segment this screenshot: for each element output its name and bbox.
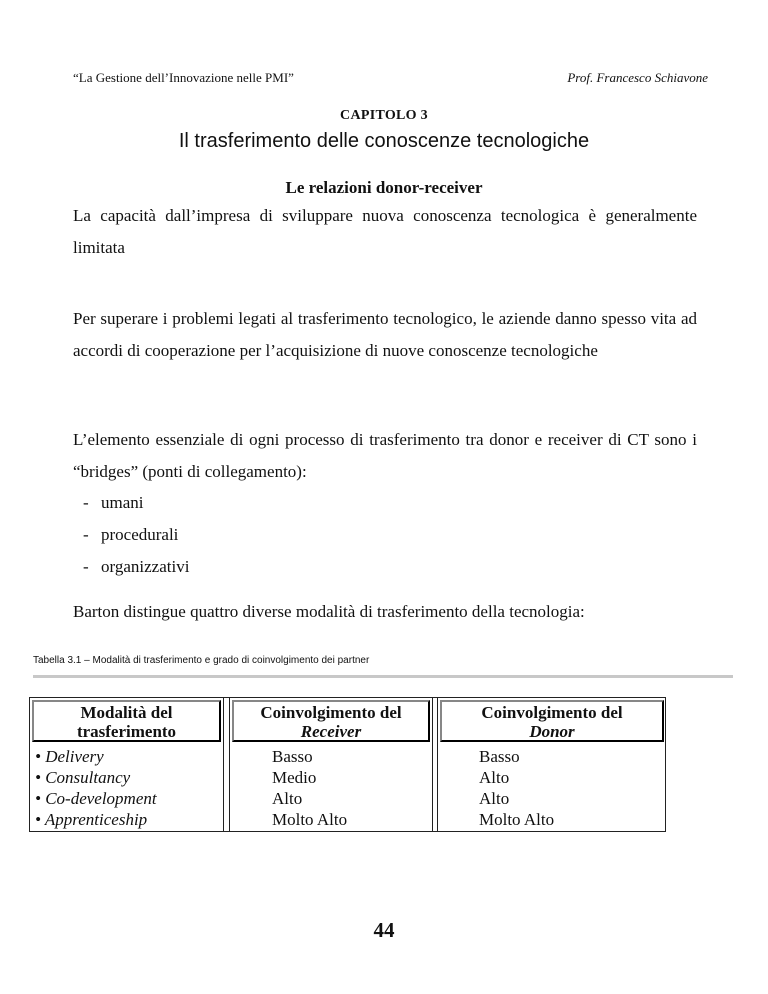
running-header-author: Prof. Francesco Schiavone (567, 70, 708, 85)
chapter-title: Il trasferimento delle conoscenze tecnologiche (178, 130, 590, 152)
bridges-list (73, 487, 673, 583)
paragraph-4: Barton distingue quattro diverse modalità di trasferimento della tecnologia: (73, 602, 585, 621)
table-header-donor (440, 700, 664, 742)
paragraph-2: Per superare i problemi legati al trasferimento tecnologico, le aziende danno spesso vita ad accordi di cooperazione per l’acquisizione di nuove conoscenze tecnologiche (73, 309, 697, 360)
table-cell-receiver: Medio (272, 768, 317, 787)
table-cell-donor: Alto (479, 768, 510, 787)
dash-marker: - (83, 525, 89, 544)
list-item (73, 551, 673, 583)
dash-marker: - (83, 493, 89, 512)
header-line: Donor (529, 722, 575, 741)
section-title: Le relazioni donor-receiver (285, 178, 483, 197)
table-cell-donor: Alto (479, 789, 510, 808)
table-cell-mode: • Delivery (35, 747, 104, 766)
table-header-receiver (232, 700, 430, 742)
table-column-donor (437, 698, 666, 831)
table-cell-receiver: Alto (272, 789, 303, 808)
table-header-mode (32, 700, 221, 742)
table-cell-donor: Molto Alto (479, 810, 555, 829)
list-item-label: procedurali (101, 525, 179, 544)
list-item-label: organizzativi (101, 557, 190, 576)
table-cell-receiver: Basso (272, 747, 313, 766)
page-number: 44 (373, 918, 395, 942)
paragraph-3: L’elemento essenziale di ogni processo di trasferimento tra donor e receiver di CT sono i “bridges” (ponti di collegamento): (73, 430, 697, 481)
header-line: Modalità del (80, 703, 173, 722)
header-line: Coinvolgimento del (260, 703, 402, 722)
header-line: Coinvolgimento del (481, 703, 623, 722)
caption-divider (33, 675, 733, 678)
running-header-title: “La Gestione dell’Innovazione nelle PMI” (73, 70, 294, 85)
paragraph-1: La capacità dall’impresa di sviluppare nuova conoscenza tecnologica è generalmente limitata (73, 206, 697, 257)
table-column-mode (30, 698, 224, 831)
list-item-label: umani (101, 493, 144, 512)
table-cell-receiver: Molto Alto (272, 810, 348, 829)
table-column-receiver (229, 698, 433, 831)
table-cell-donor: Basso (479, 747, 520, 766)
list-item (73, 519, 673, 551)
transfer-modes-table (29, 697, 666, 832)
table-cell-mode: • Apprenticeship (35, 810, 148, 829)
table-caption: Tabella 3.1 – Modalità di trasferimento e grado di coinvolgimento dei partner (33, 655, 370, 666)
table-cell-mode: • Consultancy (35, 768, 131, 787)
list-item (73, 487, 673, 519)
table-cell-mode: • Co-development (35, 789, 157, 808)
header-line: trasferimento (76, 722, 177, 741)
chapter-label: CAPITOLO 3 (340, 108, 428, 123)
dash-marker: - (83, 557, 89, 576)
header-line: Receiver (300, 722, 362, 741)
